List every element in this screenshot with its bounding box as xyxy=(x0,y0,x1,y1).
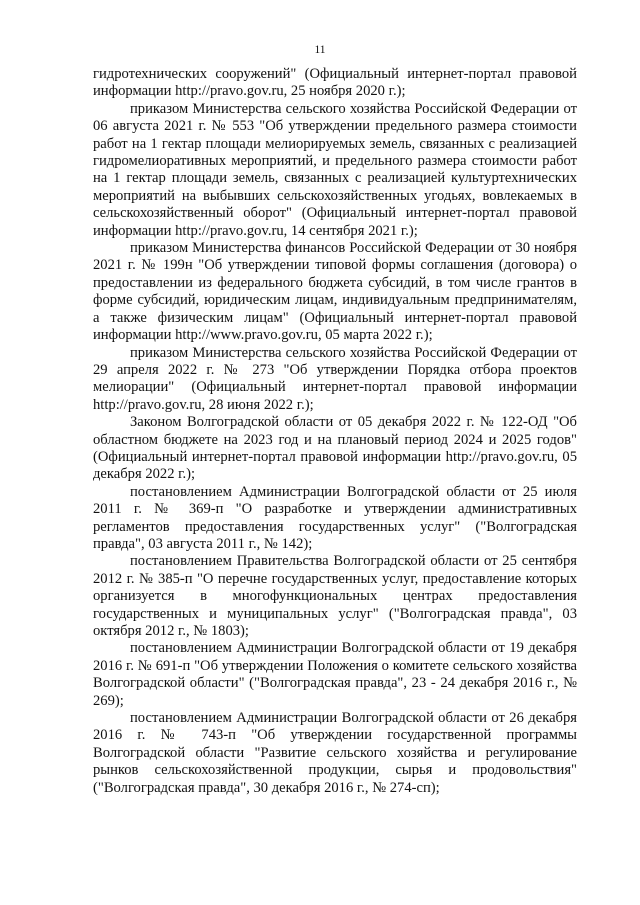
paragraph: приказом Министерства финансов Российской Федерации от 30 ноября 2021 г. № 199н "Об утверждении типовой формы соглашения (договора) о предоставлении из федерального бюджета субсидий, в том числе грантов в форме субсидий, юридическим лицам, индивидуальным предпринимателям, а также физическим лицам" (Официальный интернет-портал правовой информации http://www.pravo.gov.ru, 05 марта 2022 г.); xyxy=(93,240,577,344)
paragraph: постановлением Администрации Волгоградской области от 25 июля 2011 г. № 369-п "О разработке и утверждении административных регламентов предоставления государственных услуг" ("Волгоградская правда", 03 августа 2011 г., № 142); xyxy=(93,483,577,552)
paragraph: гидротехнических сооружений" (Официальный интернет-портал правовой информации http://pravo.gov.ru, 25 ноября 2020 г.); xyxy=(93,66,577,100)
paragraph: приказом Министерства сельского хозяйства Российской Федерации от 29 апреля 2022 г. № 273 "Об утверждении Порядка отбора проектов мелиорации" (Официальный интернет-портал правовой информации http://pravo.gov.ru, 28 июня 2022 г.); xyxy=(93,344,577,413)
document-body xyxy=(93,66,577,797)
paragraph: постановлением Администрации Волгоградской области от 26 декабря 2016 г. № 743-п "Об утверждении государственной программы Волгоградской области "Развитие сельского хозяйства и регулирование рынков сельскохозяйственной продукции, сырья и продовольствия" ("Волгоградская правда", 30 декабря 2016 г., № 274-сп); xyxy=(93,710,577,796)
paragraph: приказом Министерства сельского хозяйства Российской Федерации от 06 августа 2021 г. № 553 "Об утверждении предельного размера стоимости работ на 1 гектар площади мелиорируемых земель, связанных с реализацией гидромелиоративных мероприятий, и предельного размера стоимости работ на 1 гектар площади земель, связанных с реализацией культуртехнических мероприятий на выбывших сельскохозяйственных угодьях, вовлекаемых в сельскохозяйственный оборот" (Официальный интернет-портал правовой информации http://pravo.gov.ru, 14 сентября 2021 г.); xyxy=(93,100,577,239)
paragraph: Законом Волгоградской области от 05 декабря 2022 г. № 122-ОД "Об областном бюджете на 2023 год и на плановый период 2024 и 2025 годов" (Официальный интернет-портал правовой информации http://pravo.gov.ru, 05 декабря 2022 г.); xyxy=(93,414,577,483)
page-number: 11 xyxy=(314,44,326,56)
paragraph: постановлением Правительства Волгоградской области от 25 сентября 2012 г. № 385-п "О перечне государственных услуг, предоставление которых организуется в многофункциональных центрах предоставления государственных и муниципальных услуг" ("Волгоградская правда", 03 октября 2012 г., № 1803); xyxy=(93,553,577,639)
paragraph: постановлением Администрации Волгоградской области от 19 декабря 2016 г. № 691-п "Об утверждении Положения о комитете сельского хозяйства Волгоградской области" ("Волгоградская правда", 23 - 24 декабря 2016 г., № 269); xyxy=(93,640,577,709)
